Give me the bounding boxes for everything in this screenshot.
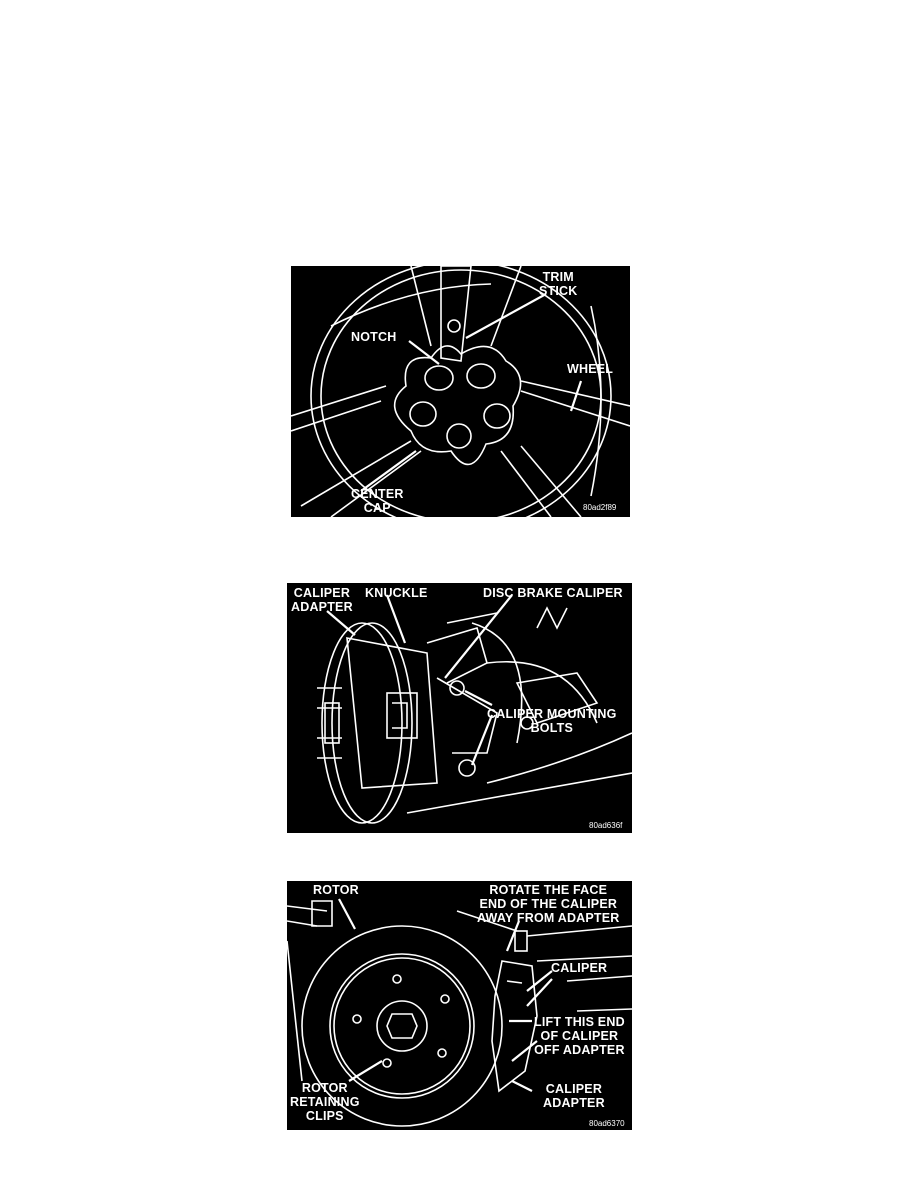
label-caliper-mounting-bolts: [487, 707, 617, 735]
label-line: TRIM: [542, 270, 574, 284]
figure-code: 80ad636f: [589, 821, 623, 830]
label-line: STICK: [539, 284, 578, 298]
label-line: CENTER: [351, 487, 404, 501]
label-line: AWAY FROM ADAPTER: [477, 911, 620, 925]
label-caliper-adapter: [291, 586, 353, 614]
label-disc-brake-caliper: DISC BRAKE CALIPER: [483, 586, 623, 600]
figure-code: 80ad6370: [589, 1119, 625, 1128]
label-line: ROTATE THE FACE: [489, 883, 608, 897]
label-center-cap: [351, 487, 404, 515]
label-caliper: CALIPER: [551, 961, 608, 975]
label-line: OF CALIPER: [540, 1029, 619, 1043]
label-line: CALIPER: [293, 586, 351, 600]
label-line: ADAPTER: [291, 600, 353, 614]
figure-center-cap: [291, 266, 630, 517]
label-line: RETAINING: [290, 1095, 360, 1109]
label-lift-this-end: [534, 1015, 625, 1057]
label-rotate-face-end: [477, 883, 620, 925]
label-wheel: WHEEL: [567, 362, 614, 376]
figure-code: 80ad2f89: [583, 503, 617, 512]
label-line: END OF THE CALIPER: [479, 897, 618, 911]
figure-disc-brake-caliper: [287, 583, 632, 833]
label-line: CALIPER: [545, 1082, 603, 1096]
label-rotor: ROTOR: [313, 883, 359, 897]
label-line: ADAPTER: [543, 1096, 605, 1110]
label-line: ROTOR: [301, 1081, 348, 1095]
label-knuckle: KNUCKLE: [365, 586, 428, 600]
label-rotor-retaining-clips: [290, 1081, 360, 1123]
label-line: LIFT THIS END: [534, 1015, 625, 1029]
wheel-illustration: [291, 266, 630, 517]
label-line: CLIPS: [305, 1109, 344, 1123]
label-notch: NOTCH: [351, 330, 397, 344]
label-trim-stick: [539, 270, 578, 298]
label-caliper-adapter: [543, 1082, 605, 1110]
label-line: CAP: [363, 501, 391, 515]
figure-rotor-caliper-removal: [287, 881, 632, 1130]
label-line: CALIPER MOUNTING: [487, 707, 617, 721]
label-line: OFF ADAPTER: [534, 1043, 625, 1057]
label-line: BOLTS: [530, 721, 574, 735]
